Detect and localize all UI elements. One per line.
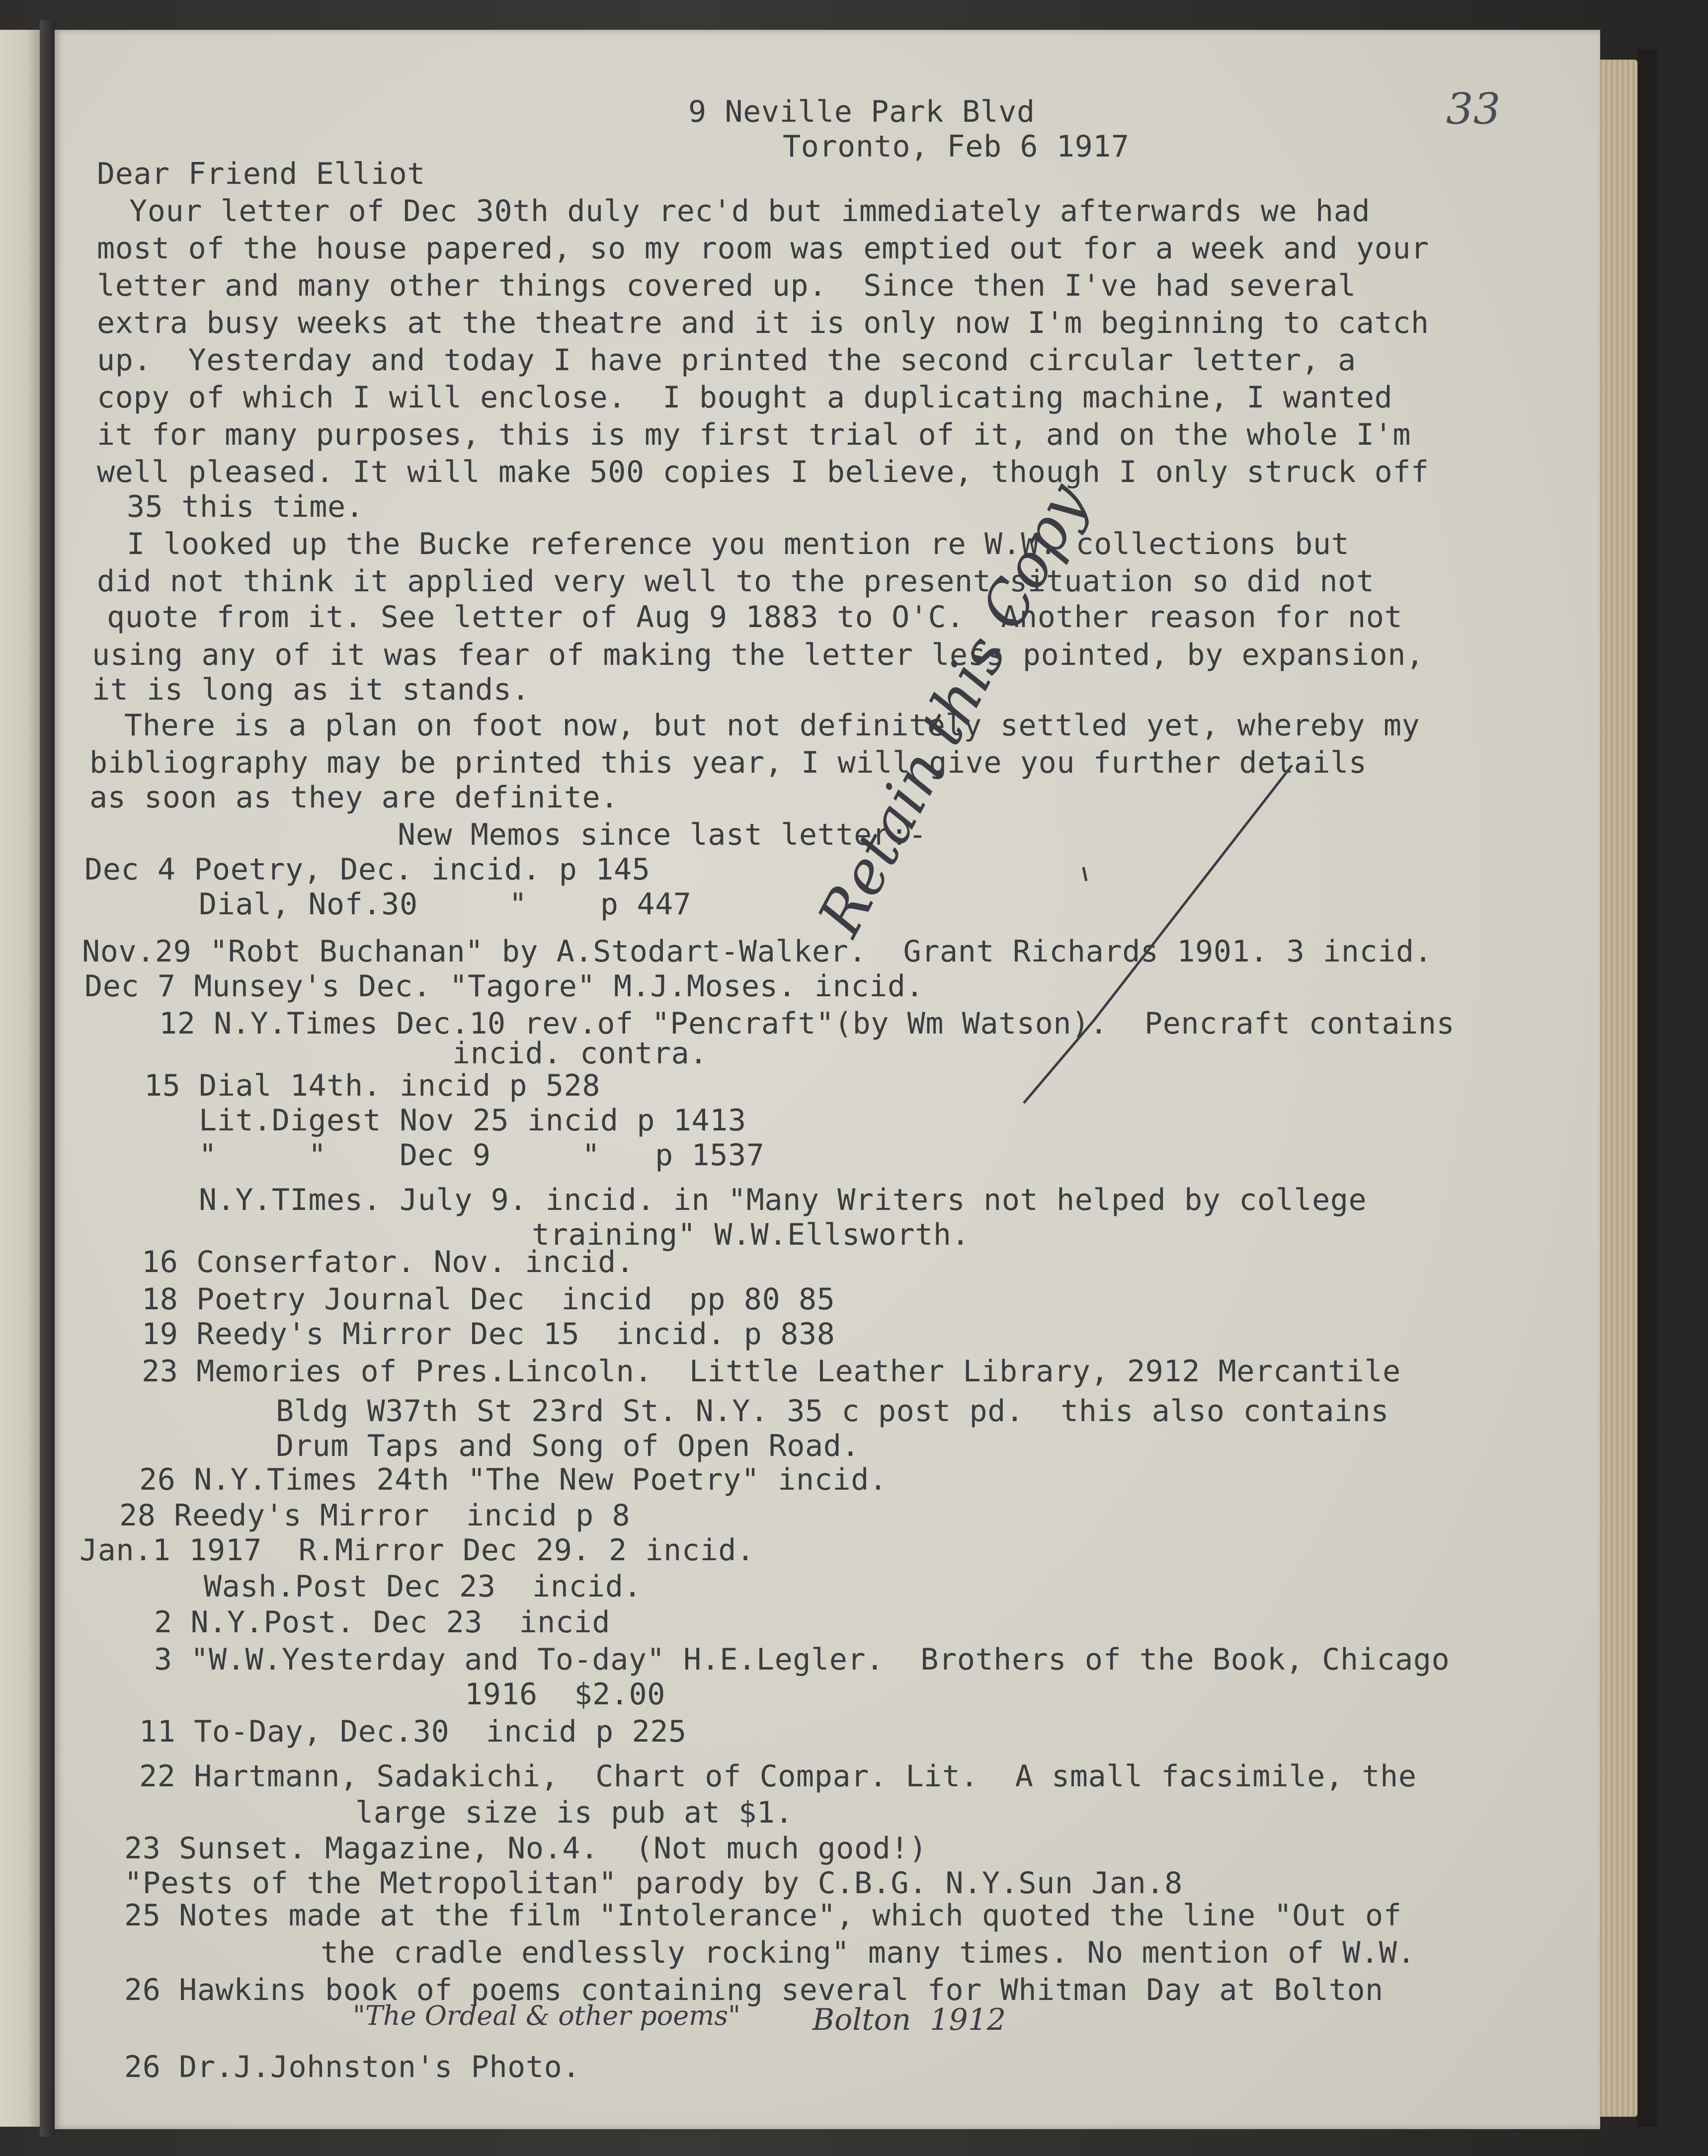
header-address: 9 Neville Park Blvd: [688, 94, 1035, 129]
memo-line: Wash.Post Dec 23 incid.: [204, 1569, 642, 1604]
memo-line: 3 "W.W.Yesterday and To-day" H.E.Legler. Brothers of the Book, Chicago: [154, 1642, 1450, 1677]
salutation: Dear Friend Elliot: [97, 157, 426, 191]
header-date: Toronto, Feb 6 1917: [783, 129, 1130, 164]
body-line: extra busy weeks at the theatre and it is only now I'm beginning to catch: [97, 306, 1429, 340]
body-line: letter and many other things covered up. Since then I've had several: [97, 268, 1356, 303]
body-line: There is a plan on foot now, but not definitely settled yet, whereby my: [124, 708, 1420, 743]
memo-line: the cradle endlessly rocking" many times. No mention of W.W.: [321, 1935, 1416, 1970]
handwritten-hawkins-place: Bolton 1912: [813, 2002, 1006, 2037]
memo-line: Dial, Nof.30 " p 447: [199, 887, 692, 922]
body-line: it is long as it stands.: [92, 672, 530, 707]
body-line: did not think it applied very well to the present situation so did not: [97, 564, 1375, 599]
memo-line: Drum Taps and Song of Open Road.: [276, 1429, 860, 1463]
memo-line: 11 To-Day, Dec.30 incid p 225: [139, 1714, 687, 1749]
facing-page-edge: [0, 30, 42, 2127]
memo-line: "Pests of the Metropolitan" parody by C.B.G. N.Y.Sun Jan.8: [124, 1866, 1183, 1901]
memo-line: Dec 4 Poetry, Dec. incid. p 145: [84, 852, 651, 887]
body-line: it for many purposes, this is my first trial of it, and on the whole I'm: [97, 417, 1411, 452]
memo-line: 26 Dr.J.Johnston's Photo.: [124, 2050, 581, 2084]
memo-line: Jan.1 1917 R.Mirror Dec 29. 2 incid.: [80, 1533, 755, 1568]
body-line: copy of which I will enclose. I bought a duplicating machine, I wanted: [97, 380, 1393, 415]
body-line: up. Yesterday and today I have printed the second circular letter, a: [97, 343, 1356, 378]
memo-line: 18 Poetry Journal Dec incid pp 80 85: [142, 1282, 835, 1317]
memo-line: 25 Notes made at the film "Intolerance", which quoted the line "Out of: [124, 1898, 1402, 1933]
handwritten-retain-note: Retain this Copy: [805, 472, 1101, 947]
handwritten-hawkins-title: "The Ordeal & other poems": [353, 2000, 740, 2031]
body-line: well pleased. It will make 500 copies I believe, though I only struck off: [97, 455, 1429, 489]
memo-line: training" W.W.Ellsworth.: [532, 1217, 970, 1252]
body-line: most of the house papered, so my room was emptied out for a week and your: [97, 231, 1429, 266]
memo-line: 2 N.Y.Post. Dec 23 incid: [154, 1605, 611, 1640]
body-line: bibliography may be printed this year, I will give you further details: [89, 745, 1367, 780]
body-line: I looked up the Bucke reference you mention re W.W. collections but: [127, 527, 1350, 561]
memo-line: Dec 7 Munsey's Dec. "Tagore" M.J.Moses. incid.: [84, 969, 924, 1004]
memo-line: 22 Hartmann, Sadakichi, Chart of Compar. Lit. A small facsimile, the: [139, 1759, 1417, 1794]
memos-heading: New Memos since last letter:-: [398, 817, 927, 852]
page-number: 33: [1446, 84, 1501, 134]
binder-shadow: [1637, 50, 1657, 2127]
memo-line: 19 Reedy's Mirror Dec 15 incid. p 838: [142, 1317, 835, 1352]
binding-gutter: [40, 20, 55, 2137]
body-line: quote from it. See letter of Aug 9 1883 to O'C. Another reason for not: [107, 600, 1403, 635]
memo-line: 23 Memories of Pres.Lincoln. Little Leather Library, 2912 Mercantile: [142, 1354, 1401, 1389]
memo-line: 15 Dial 14th. incid p 528: [144, 1068, 601, 1103]
body-line: as soon as they are definite.: [89, 780, 619, 815]
body-line: 35 this time.: [127, 489, 364, 524]
memo-line: incid. contra.: [452, 1036, 708, 1071]
memo-line: 26 N.Y.Times 24th "The New Poetry" incid.: [139, 1462, 888, 1497]
memo-line: 16 Conserfator. Nov. incid.: [142, 1245, 635, 1279]
body-line: Your letter of Dec 30th duly rec'd but immediately afterwards we had: [129, 194, 1371, 229]
memo-line: large size is pub at $1.: [355, 1795, 794, 1830]
memo-line: Lit.Digest Nov 25 incid p 1413: [199, 1103, 746, 1138]
memo-line: 12 N.Y.Times Dec.10 rev.of "Pencraft"(by Wm Watson). Pencraft contains: [159, 1006, 1455, 1041]
memo-line: Nov.29 "Robt Buchanan" by A.Stodart-Walker. Grant Richards 1901. 3 incid.: [82, 934, 1433, 969]
memo-line: Bldg W37th St 23rd St. N.Y. 35 c post pd. this also contains: [276, 1394, 1389, 1429]
body-line: using any of it was fear of making the letter less pointed, by expansion,: [92, 638, 1424, 672]
memo-line: 23 Sunset. Magazine, No.4. (Not much good!): [124, 1831, 927, 1866]
memo-line: 28 Reedy's Mirror incid p 8: [119, 1498, 631, 1533]
memo-line: N.Y.TImes. July 9. incid. in "Many Writers not helped by college: [199, 1183, 1367, 1217]
memo-line: " " Dec 9 " p 1537: [199, 1138, 765, 1173]
memo-line: 1916 $2.00: [465, 1677, 665, 1712]
memo-line: 26 Hawkins book of poems containing several for Whitman Day at Bolton: [124, 1973, 1383, 2007]
